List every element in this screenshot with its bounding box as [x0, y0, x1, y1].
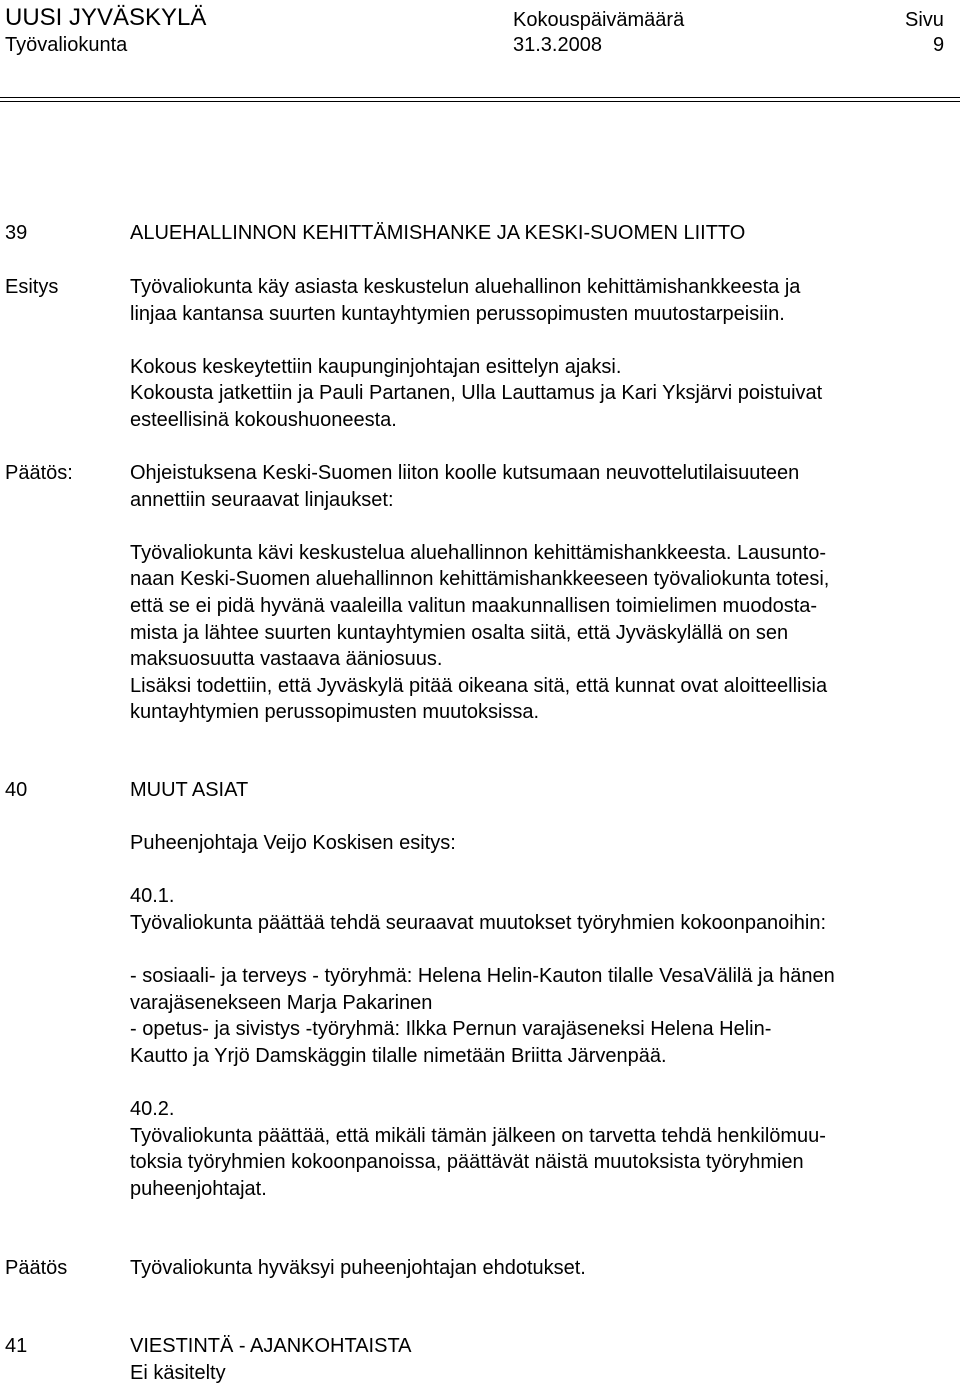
- subitem-number: 40.2.: [130, 1097, 175, 1120]
- committee-name: Työvaliokunta: [5, 34, 128, 56]
- organization-name: UUSI JYVÄSKYLÄ: [5, 4, 207, 31]
- text-line: Ohjeistuksena Keski-Suomen liiton koolle kutsumaan neuvottelutilaisuuteen: [130, 462, 800, 484]
- presenter-line: Puheenjohtaja Veijo Koskisen esitys:: [130, 832, 456, 854]
- item-title: ALUEHALLINNON KEHITTÄMISHANKE JA KESKI-SUOMEN LIITTO: [130, 222, 746, 244]
- text-line: Työvaliokunta päättää, että mikäli tämän jälkeen on tarvetta tehdä henkilömuu-: [130, 1124, 826, 1147]
- text-line: linjaa kantansa suurten kuntayhtymien perussopimusten muutostarpeisiin.: [130, 302, 785, 325]
- meeting-date: 31.3.2008: [513, 34, 602, 56]
- item-39-number: 39: [5, 222, 28, 244]
- text-line: Kokous keskeytettiin kaupunginjohtajan esittelyn ajaksi.: [130, 355, 622, 378]
- date-label: Kokouspäivämäärä: [513, 9, 685, 31]
- text-line: Kautto ja Yrjö Damskäggin tilalle nimetään Briitta Järvenpää.: [130, 1044, 667, 1067]
- item-40-decision: [130, 1255, 955, 1282]
- decision-label: Päätös: [5, 1257, 68, 1279]
- item-41: [130, 1333, 955, 1386]
- item-40-title: [130, 777, 955, 804]
- text-line: annettiin seuraavat linjaukset:: [130, 488, 394, 511]
- page-label: Sivu: [905, 9, 944, 31]
- item-39-decision: [130, 460, 955, 726]
- item-40-number: 40: [5, 779, 28, 801]
- item-39-title: [130, 220, 955, 247]
- text-line: varajäsenekseen Marja Pakarinen: [130, 991, 433, 1014]
- text-line: naan Keski-Suomen aluehallinnon kehittämishankkeeseen työvaliokunta totesi,: [130, 568, 830, 591]
- text-line: Kokousta jatkettiin ja Pauli Partanen, Ulla Lauttamus ja Kari Yksjärvi poistuivat: [130, 382, 823, 405]
- text-line: toksia työryhmien kokoonpanoissa, päättävät näistä muutoksista työryhmien: [130, 1151, 804, 1174]
- text-line: - sosiaali- ja terveys - työryhmä: Helena Helin-Kauton tilalle VesaVälilä ja hänen: [130, 964, 835, 987]
- text-line: Työvaliokunta hyväksyi puheenjohtajan ehdotukset.: [130, 1257, 586, 1279]
- text-line: puheenjohtajat.: [130, 1177, 267, 1200]
- subitem-number: 40.1.: [130, 885, 175, 908]
- text-line: Työvaliokunta päättää tehdä seuraavat muutokset työryhmien kokoonpanoihin:: [130, 911, 826, 934]
- text-line: Työvaliokunta kävi keskustelua aluehallinnon kehittämishankkeesta. Lausunto-: [130, 541, 826, 564]
- decision-label: Päätös:: [5, 462, 73, 484]
- text-line: että se ei pidä hyvänä vaaleilla valitun maakunnallisen toimielimen muodosta-: [130, 594, 818, 617]
- proposal-label: Esitys: [5, 276, 59, 298]
- text-line: mista ja lähtee suurten kuntayhtymien osalta siitä, että Jyväskylällä on sen: [130, 621, 789, 644]
- text-line: - opetus- ja sivistys -työryhmä: Ilkka Pernun varajäseneksi Helena Helin-: [130, 1018, 772, 1041]
- header-divider: [0, 97, 960, 98]
- item-41-number: 41: [5, 1335, 28, 1357]
- text-line: Ei käsitelty: [130, 1361, 226, 1384]
- text-line: Lisäksi todettiin, että Jyväskylä pitää oikeana sitä, että kunnat ovat aloitteellisia: [130, 674, 828, 697]
- item-39-proposal: [130, 274, 955, 434]
- text-line: kuntayhtymien perussopimusten muutoksissa.: [130, 701, 540, 724]
- text-line: Työvaliokunta käy asiasta keskustelun aluehallinon kehittämishankkeesta ja: [130, 276, 801, 298]
- header-divider-second: [0, 101, 960, 102]
- text-line: maksuosuutta vastaava ääniosuus.: [130, 648, 443, 671]
- text-line: esteellisinä kokoushuoneesta.: [130, 408, 397, 431]
- item-title: MUUT ASIAT: [130, 779, 249, 801]
- item-40-content: [130, 830, 955, 1202]
- item-title: VIESTINTÄ - AJANKOHTAISTA: [130, 1335, 412, 1357]
- page-number: 9: [933, 34, 945, 56]
